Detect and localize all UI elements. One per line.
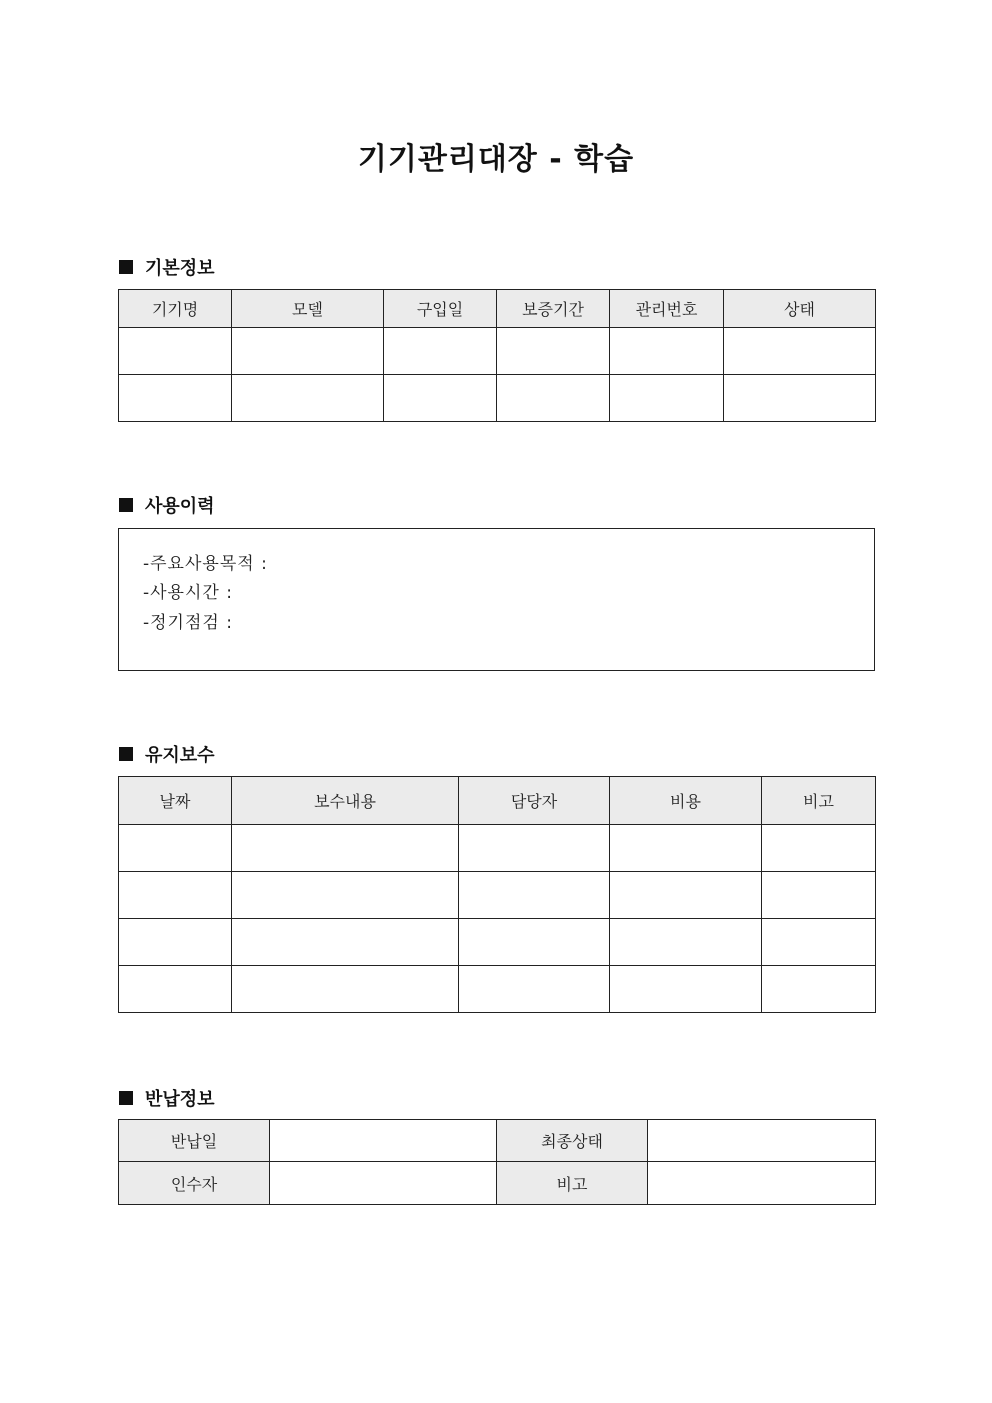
table-cell[interactable] — [384, 328, 497, 375]
column-header-date: 날짜 — [119, 777, 232, 825]
column-header-warranty: 보증기간 — [497, 290, 610, 328]
square-bullet-icon — [119, 747, 133, 761]
table-cell[interactable] — [762, 966, 876, 1013]
section-heading-label: 반납정보 — [145, 1089, 215, 1110]
table-row — [119, 966, 876, 1013]
document-title: 기기관리대장 - 학습 — [357, 142, 635, 177]
table-cell[interactable] — [459, 919, 610, 966]
table-row — [119, 328, 876, 375]
table-row — [119, 1120, 876, 1162]
label-remarks: 비고 — [497, 1162, 648, 1205]
table-cell[interactable] — [232, 919, 459, 966]
table-cell[interactable] — [610, 375, 724, 422]
table-cell[interactable] — [119, 919, 232, 966]
table-cell[interactable] — [762, 919, 876, 966]
usage-line-usage-time: -사용시간 : — [143, 583, 233, 603]
table-cell[interactable] — [119, 966, 232, 1013]
column-header-remarks: 비고 — [762, 777, 876, 825]
square-bullet-icon — [119, 498, 133, 512]
column-header-management-number: 관리번호 — [610, 290, 724, 328]
basic-info-table — [118, 289, 876, 422]
square-bullet-icon — [119, 1091, 133, 1105]
table-cell[interactable] — [459, 966, 610, 1013]
table-row — [119, 1162, 876, 1205]
table-cell[interactable] — [762, 825, 876, 872]
table-cell[interactable] — [610, 966, 762, 1013]
usage-line-main-purpose: -주요사용목적 : — [143, 554, 268, 574]
table-cell[interactable] — [724, 375, 876, 422]
table-header-row — [119, 290, 876, 328]
column-header-cost: 비용 — [610, 777, 762, 825]
column-header-device-name: 기기명 — [119, 290, 232, 328]
table-cell[interactable] — [232, 966, 459, 1013]
table-row — [119, 919, 876, 966]
table-cell[interactable] — [497, 375, 610, 422]
maintenance-table — [118, 776, 876, 1013]
column-header-repair-details: 보수내용 — [232, 777, 459, 825]
table-cell[interactable] — [384, 375, 497, 422]
section-heading-label: 기본정보 — [145, 258, 215, 279]
label-return-date: 반납일 — [119, 1120, 270, 1162]
table-cell[interactable] — [232, 328, 384, 375]
label-receiver: 인수자 — [119, 1162, 270, 1205]
table-cell[interactable] — [610, 825, 762, 872]
value-receiver[interactable] — [270, 1162, 497, 1205]
square-bullet-icon — [119, 260, 133, 274]
usage-history-box[interactable] — [118, 528, 875, 671]
section-heading-usage-history — [119, 492, 215, 518]
table-row — [119, 825, 876, 872]
table-cell[interactable] — [119, 872, 232, 919]
section-heading-return-info — [119, 1085, 215, 1111]
table-cell[interactable] — [119, 825, 232, 872]
column-header-purchase-date: 구입일 — [384, 290, 497, 328]
table-header-row — [119, 777, 876, 825]
table-cell[interactable] — [232, 375, 384, 422]
section-heading-label: 유지보수 — [145, 745, 215, 766]
table-cell[interactable] — [724, 328, 876, 375]
table-cell[interactable] — [610, 328, 724, 375]
value-return-date[interactable] — [270, 1120, 497, 1162]
table-cell[interactable] — [610, 919, 762, 966]
section-heading-basic-info — [119, 254, 215, 280]
return-info-table — [118, 1119, 876, 1205]
table-cell[interactable] — [610, 872, 762, 919]
table-row — [119, 872, 876, 919]
value-final-status[interactable] — [648, 1120, 876, 1162]
usage-line-regular-inspection: -정기점검 : — [143, 613, 233, 633]
table-cell[interactable] — [232, 872, 459, 919]
table-cell[interactable] — [497, 328, 610, 375]
column-header-model: 모델 — [232, 290, 384, 328]
table-cell[interactable] — [762, 872, 876, 919]
section-heading-label: 사용이력 — [145, 496, 215, 517]
value-remarks[interactable] — [648, 1162, 876, 1205]
column-header-status: 상태 — [724, 290, 876, 328]
table-cell[interactable] — [232, 825, 459, 872]
table-cell[interactable] — [459, 872, 610, 919]
section-heading-maintenance — [119, 741, 215, 767]
label-final-status: 최종상태 — [497, 1120, 648, 1162]
column-header-person-in-charge: 담당자 — [459, 777, 610, 825]
table-cell[interactable] — [119, 375, 232, 422]
table-cell[interactable] — [459, 825, 610, 872]
table-cell[interactable] — [119, 328, 232, 375]
table-row — [119, 375, 876, 422]
